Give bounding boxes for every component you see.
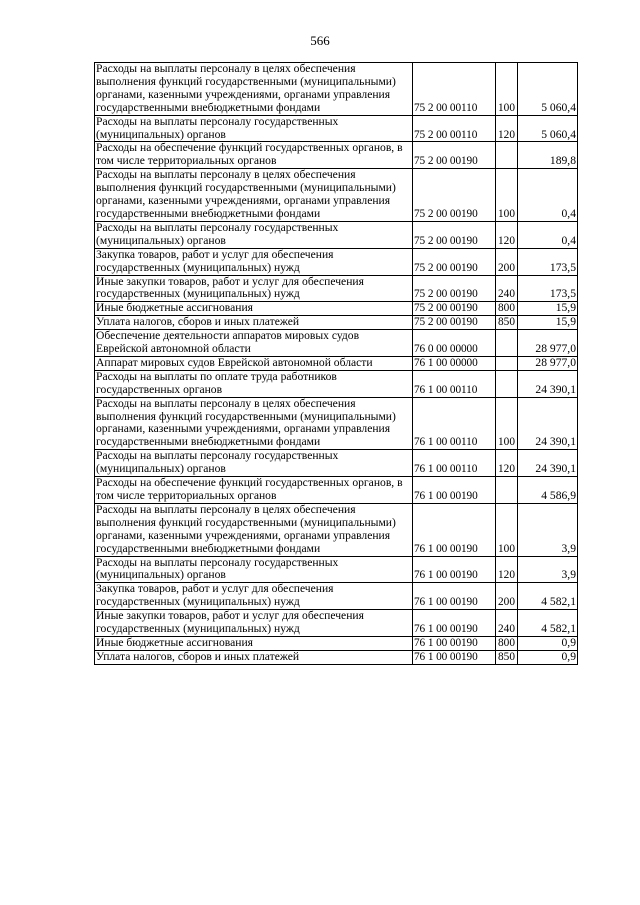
table-row: [95, 221, 578, 248]
amount-cell: 4 582,1: [518, 610, 578, 637]
amount-cell: 0,4: [518, 221, 578, 248]
target-item-code-cell: 76 1 00 00000: [413, 356, 496, 370]
expense-name-cell: Расходы на выплаты персоналу в целях обеспечения выполнения функций государственными (муниципальными) органами, казенными учреждениями, органами управления государственными внебюджетными фондами: [95, 503, 413, 556]
target-item-code-cell: 76 1 00 00190: [413, 503, 496, 556]
amount-cell: 173,5: [518, 275, 578, 302]
target-item-code-cell: 76 1 00 00110: [413, 450, 496, 477]
table-row: [95, 397, 578, 450]
expense-type-code-cell: 850: [496, 650, 518, 664]
target-item-code-cell: 75 2 00 00190: [413, 248, 496, 275]
table-row: [95, 650, 578, 664]
amount-cell: 3,9: [518, 556, 578, 583]
amount-cell: 24 390,1: [518, 370, 578, 397]
expense-name-cell: Расходы на выплаты персоналу государственных (муниципальных) органов: [95, 450, 413, 477]
budget-table-body: [95, 63, 578, 665]
target-item-code-cell: 75 2 00 00190: [413, 275, 496, 302]
table-row: [95, 169, 578, 222]
budget-table: [94, 62, 578, 665]
expense-type-code-cell: 100: [496, 169, 518, 222]
target-item-code-cell: 75 2 00 00110: [413, 63, 496, 116]
expense-name-cell: Закупка товаров, работ и услуг для обеспечения государственных (муниципальных) нужд: [95, 583, 413, 610]
table-row: [95, 503, 578, 556]
target-item-code-cell: 76 1 00 00190: [413, 610, 496, 637]
expense-name-cell: Расходы на выплаты персоналу в целях обеспечения выполнения функций государственными (муниципальными) органами, казенными учреждениями, органами управления государственными внебюджетными фондами: [95, 169, 413, 222]
amount-cell: 5 060,4: [518, 63, 578, 116]
amount-cell: 24 390,1: [518, 450, 578, 477]
expense-name-cell: Расходы на обеспечение функций государственных органов, в том числе территориальных органов: [95, 477, 413, 504]
expense-type-code-cell: 240: [496, 275, 518, 302]
amount-cell: 0,4: [518, 169, 578, 222]
amount-cell: 4 586,9: [518, 477, 578, 504]
target-item-code-cell: 76 1 00 00190: [413, 650, 496, 664]
amount-cell: 15,9: [518, 316, 578, 330]
table-row: [95, 636, 578, 650]
target-item-code-cell: 75 2 00 00190: [413, 169, 496, 222]
target-item-code-cell: 76 1 00 00190: [413, 556, 496, 583]
expense-name-cell: Обеспечение деятельности аппаратов мировых судов Еврейской автономной области: [95, 330, 413, 357]
expense-name-cell: Расходы на выплаты персоналу государственных (муниципальных) органов: [95, 115, 413, 142]
target-item-code-cell: 75 2 00 00190: [413, 221, 496, 248]
table-row: [95, 556, 578, 583]
expense-name-cell: Расходы на обеспечение функций государственных органов, в том числе территориальных органов: [95, 142, 413, 169]
amount-cell: 189,8: [518, 142, 578, 169]
expense-type-code-cell: 200: [496, 248, 518, 275]
expense-name-cell: Уплата налогов, сборов и иных платежей: [95, 650, 413, 664]
table-row: [95, 610, 578, 637]
table-row: [95, 370, 578, 397]
expense-name-cell: Расходы на выплаты персоналу в целях обеспечения выполнения функций государственными (муниципальными) органами, казенными учреждениями, органами управления государственными внебюджетными фондами: [95, 63, 413, 116]
amount-cell: 0,9: [518, 650, 578, 664]
target-item-code-cell: 76 1 00 00190: [413, 477, 496, 504]
expense-type-code-cell: 100: [496, 503, 518, 556]
expense-name-cell: Уплата налогов, сборов и иных платежей: [95, 316, 413, 330]
expense-type-code-cell: 100: [496, 397, 518, 450]
amount-cell: 28 977,0: [518, 330, 578, 357]
expense-name-cell: Расходы на выплаты по оплате труда работников государственных органов: [95, 370, 413, 397]
target-item-code-cell: 75 2 00 00110: [413, 115, 496, 142]
expense-name-cell: Иные бюджетные ассигнования: [95, 636, 413, 650]
amount-cell: 4 582,1: [518, 583, 578, 610]
expense-name-cell: Иные закупки товаров, работ и услуг для обеспечения государственных (муниципальных) нужд: [95, 610, 413, 637]
expense-type-code-cell: 850: [496, 316, 518, 330]
table-row: [95, 356, 578, 370]
expense-type-code-cell: [496, 477, 518, 504]
table-row: [95, 248, 578, 275]
expense-type-code-cell: [496, 356, 518, 370]
table-row: [95, 450, 578, 477]
amount-cell: 5 060,4: [518, 115, 578, 142]
amount-cell: 28 977,0: [518, 356, 578, 370]
expense-type-code-cell: 800: [496, 302, 518, 316]
amount-cell: 3,9: [518, 503, 578, 556]
expense-name-cell: Расходы на выплаты персоналу в целях обеспечения выполнения функций государственными (муниципальными) органами, казенными учреждениями, органами управления государственными внебюджетными фондами: [95, 397, 413, 450]
target-item-code-cell: 76 1 00 00110: [413, 370, 496, 397]
amount-cell: 173,5: [518, 248, 578, 275]
expense-type-code-cell: 200: [496, 583, 518, 610]
target-item-code-cell: 75 2 00 00190: [413, 302, 496, 316]
table-row: [95, 477, 578, 504]
amount-cell: 0,9: [518, 636, 578, 650]
expense-type-code-cell: 100: [496, 63, 518, 116]
table-row: [95, 275, 578, 302]
amount-cell: 24 390,1: [518, 397, 578, 450]
table-row: [95, 115, 578, 142]
expense-type-code-cell: 120: [496, 556, 518, 583]
expense-type-code-cell: 120: [496, 450, 518, 477]
expense-name-cell: Расходы на выплаты персоналу государственных (муниципальных) органов: [95, 221, 413, 248]
expense-name-cell: Закупка товаров, работ и услуг для обеспечения государственных (муниципальных) нужд: [95, 248, 413, 275]
expense-type-code-cell: 120: [496, 221, 518, 248]
target-item-code-cell: 76 1 00 00190: [413, 583, 496, 610]
expense-name-cell: Иные бюджетные ассигнования: [95, 302, 413, 316]
target-item-code-cell: 75 2 00 00190: [413, 316, 496, 330]
table-row: [95, 330, 578, 357]
expense-name-cell: Иные закупки товаров, работ и услуг для обеспечения государственных (муниципальных) нужд: [95, 275, 413, 302]
target-item-code-cell: 76 1 00 00190: [413, 636, 496, 650]
table-row: [95, 302, 578, 316]
expense-type-code-cell: 240: [496, 610, 518, 637]
table-row: [95, 583, 578, 610]
expense-type-code-cell: [496, 142, 518, 169]
expense-type-code-cell: 800: [496, 636, 518, 650]
target-item-code-cell: 76 1 00 00110: [413, 397, 496, 450]
expense-name-cell: Аппарат мировых судов Еврейской автономной области: [95, 356, 413, 370]
expense-type-code-cell: 120: [496, 115, 518, 142]
table-row: [95, 316, 578, 330]
target-item-code-cell: 76 0 00 00000: [413, 330, 496, 357]
target-item-code-cell: 75 2 00 00190: [413, 142, 496, 169]
table-row: [95, 63, 578, 116]
amount-cell: 15,9: [518, 302, 578, 316]
table-row: [95, 142, 578, 169]
page-number: 566: [310, 33, 330, 48]
expense-name-cell: Расходы на выплаты персоналу государственных (муниципальных) органов: [95, 556, 413, 583]
expense-type-code-cell: [496, 370, 518, 397]
expense-type-code-cell: [496, 330, 518, 357]
